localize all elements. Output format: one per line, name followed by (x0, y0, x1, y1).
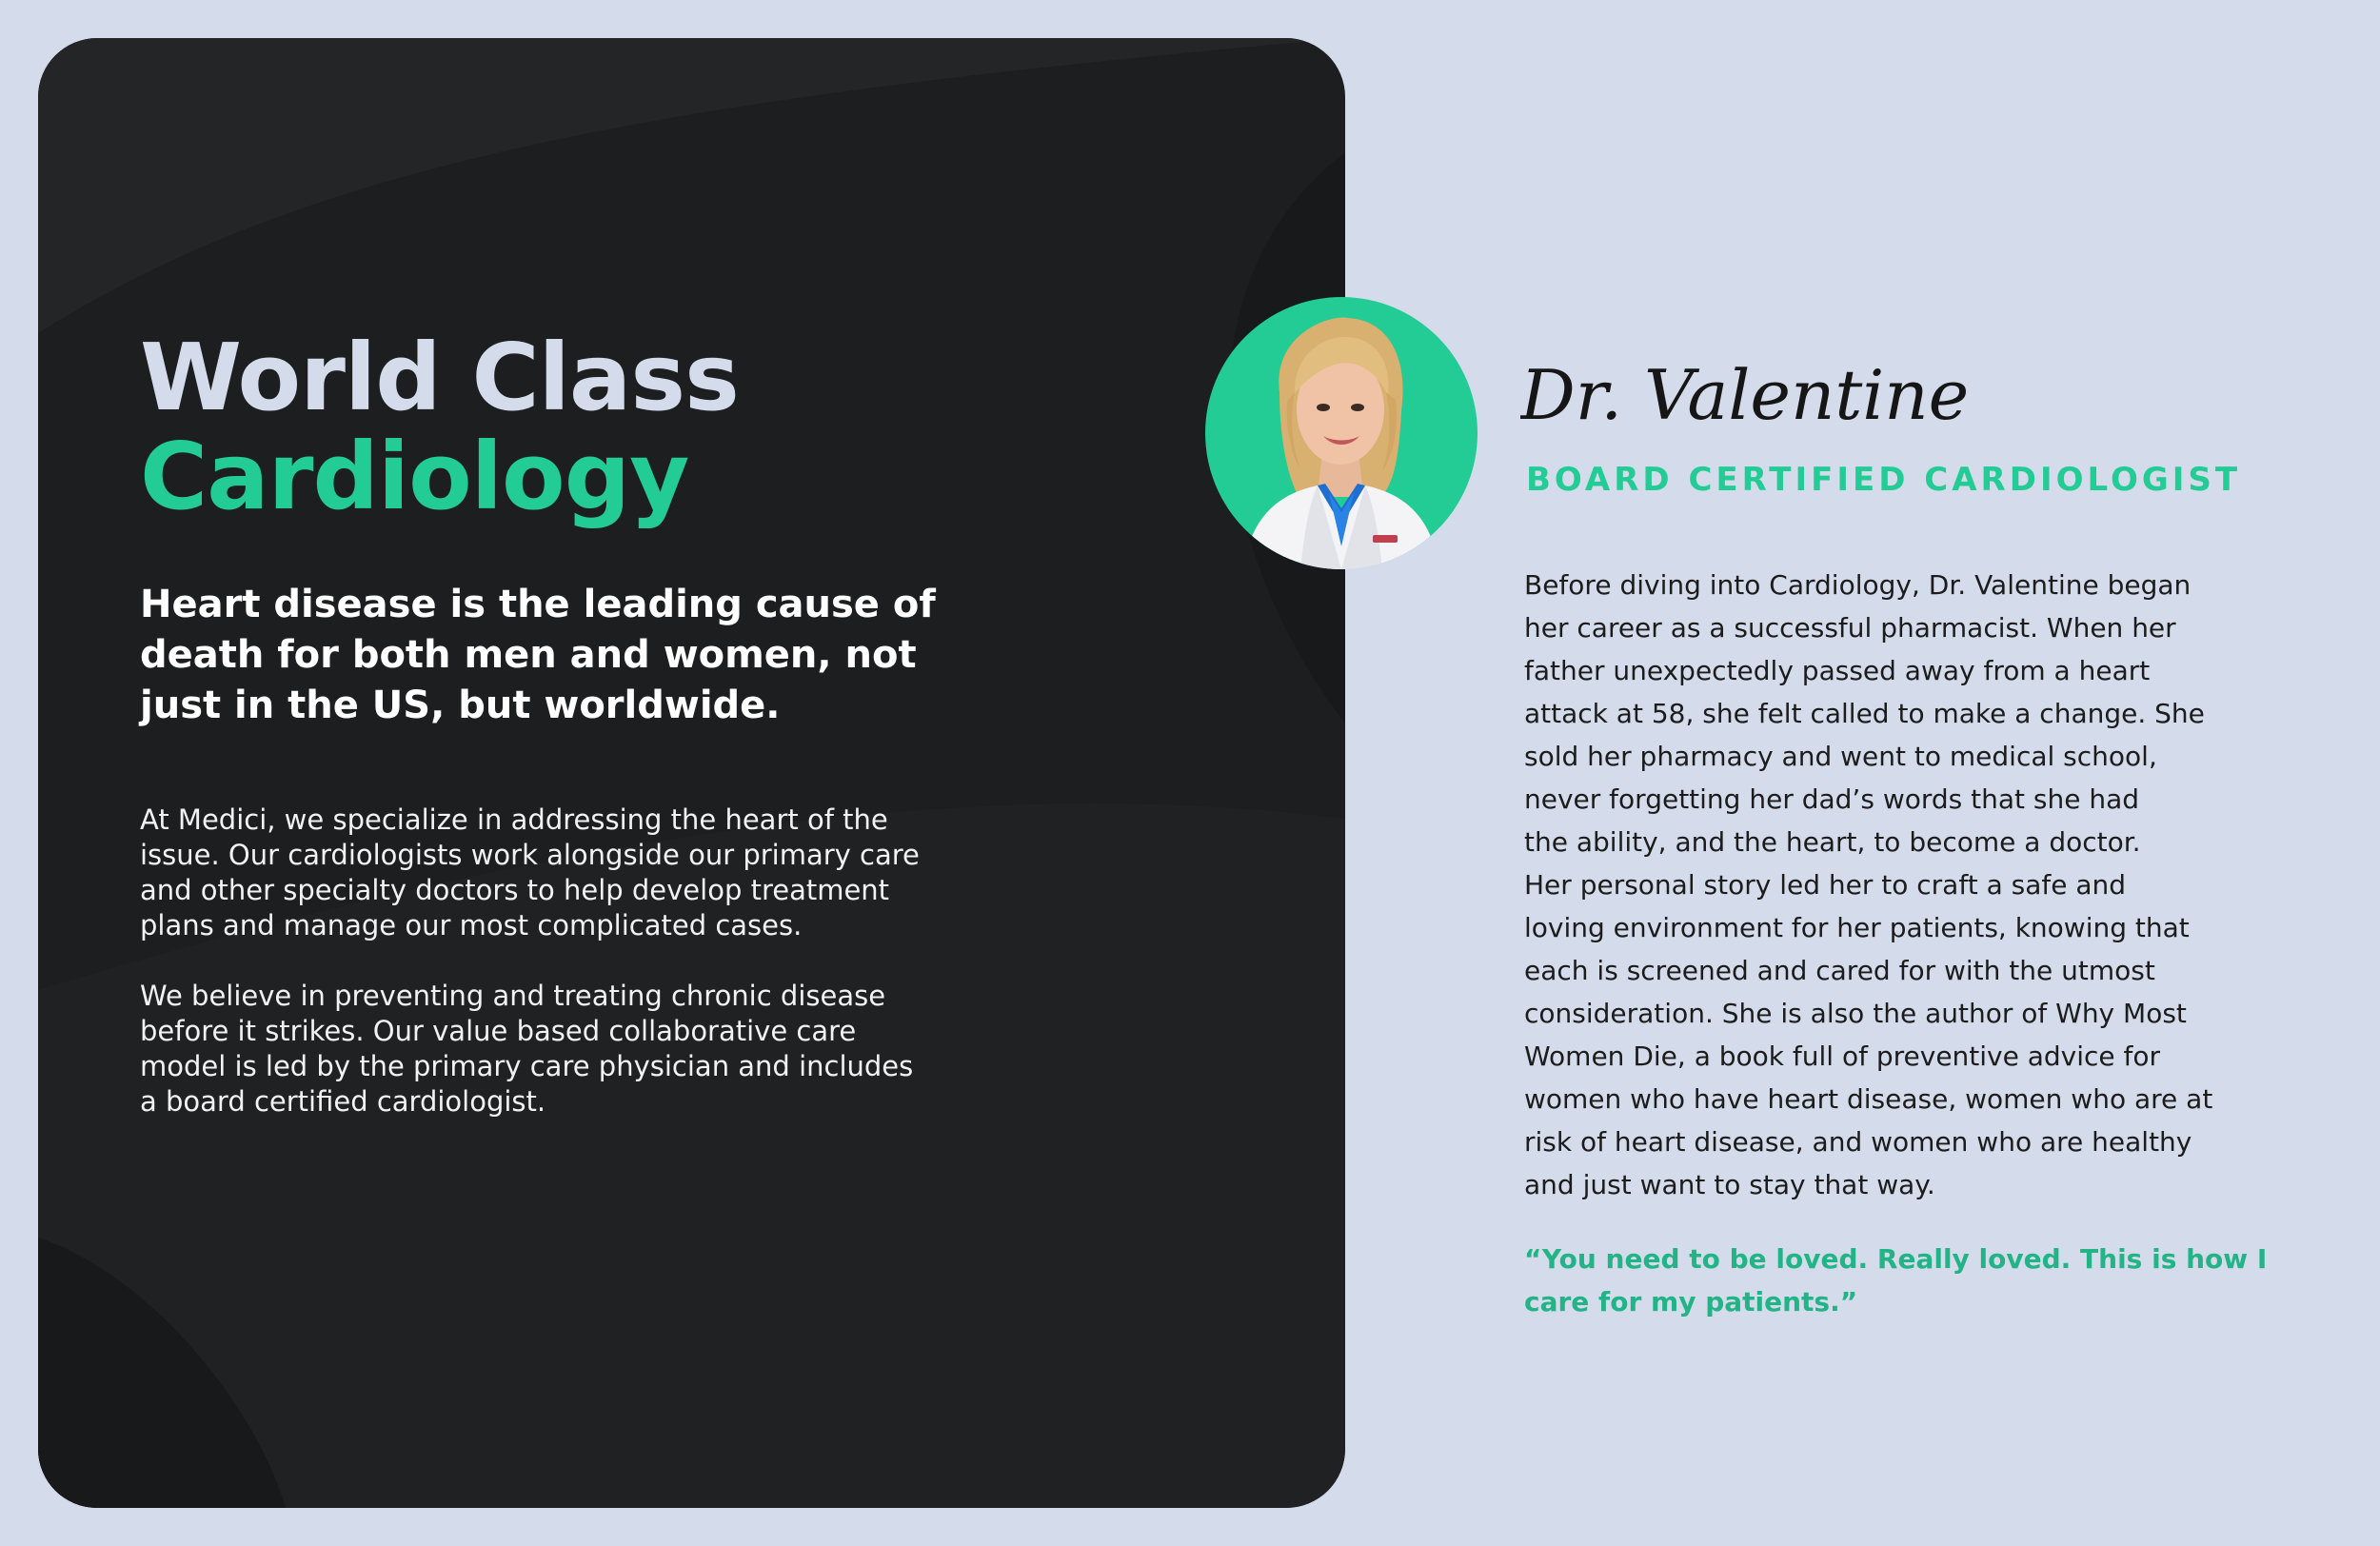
doctor-bio: Before diving into Cardiology, Dr. Valentine began her career as a successful pharmacist. When her father unexpectedly passed away from a heart attack at 58, she felt called to make a change. She sold her pharmacy and went to medical school, never forgetting her dad’s words that she had the ability, and the heart, to become a doctor. Her personal story led her to craft a safe and loving environment for her patients, knowing that each is screened and cared for with the utmost consideration. She is also the author of Why Most Women Die, a book full of preventive advice for women who have heart disease, women who are at risk of heart disease, and women who are healthy and just want to stay that way. (1524, 569, 2213, 1200)
hero-paragraph-1: At Medici, we specialize in addressing the heart of the issue. Our cardiologists work alongside our primary care and other specialty doctors to help develop treatment plans and manage our most complicated cases. (140, 803, 920, 941)
hero-title-line2: Cardiology (140, 423, 689, 530)
hero-paragraph-2: We believe in preventing and treating chronic disease before it strikes. Our value based collaborative care model is led by the primary care physician and includes a board certified cardiologist. (140, 980, 914, 1118)
hero-card (38, 38, 1345, 1508)
hero-content (140, 324, 997, 1120)
doctor-role: BOARD CERTIFIED CARDIOLOGIST (1526, 461, 2242, 499)
hero-lead: Heart disease is the leading cause of death for both men and women, not just in the US, but worldwide. (140, 583, 936, 727)
doctor-portrait (1205, 297, 1478, 569)
doctor-portrait-illustration (1205, 297, 1478, 569)
doctor-signature-text: Dr. Valentine (1520, 355, 1970, 435)
doctor-signature (1520, 350, 2130, 446)
hero-title-line1: World Class (140, 324, 739, 431)
doctor-quote: “You need to be loved. Really loved. This is how I care for my patients.” (1524, 1243, 2268, 1318)
